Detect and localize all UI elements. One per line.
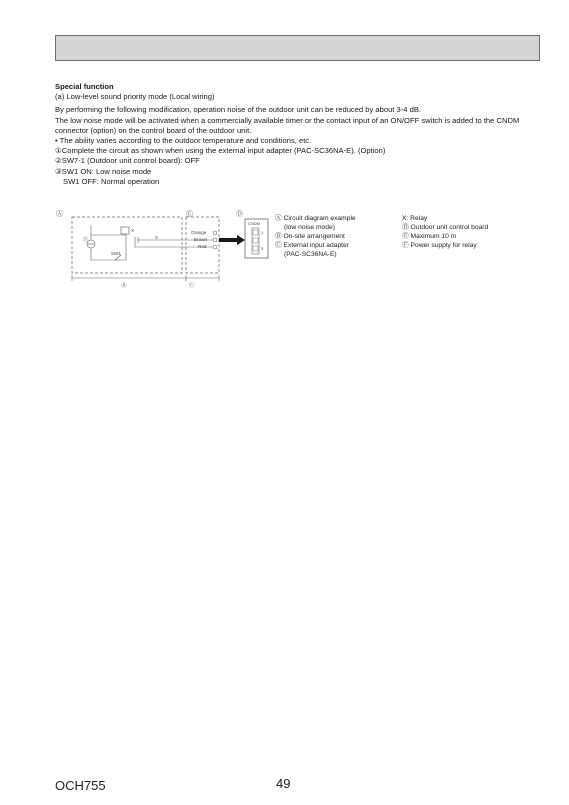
svg-text:CNDM: CNDM (248, 221, 260, 226)
legend-c-sub: (PAC-SC36NA-E) (284, 251, 337, 258)
label-b (121, 281, 127, 289)
label-c-top (186, 209, 193, 218)
terminal-red (213, 245, 217, 249)
step-3-off: SW1 OFF: Normal operation (63, 176, 160, 186)
label-x-top (131, 228, 134, 233)
legend-a: Ⓐ Circuit diagram example (275, 215, 356, 222)
svg-text:X: X (131, 228, 135, 233)
legend-c: Ⓒ External input adapter (275, 242, 349, 249)
legend-b: Ⓑ On-site arrangement (275, 233, 345, 240)
wire-red (198, 244, 207, 249)
svg-text:Ⓑ: Ⓑ (121, 283, 127, 289)
header-bar (55, 35, 540, 61)
svg-text:1: 1 (261, 230, 264, 235)
legend-x: X: Relay (402, 215, 428, 222)
legend-left (275, 214, 395, 259)
legend-a-sub: (low noise mode) (284, 224, 335, 231)
label-f (83, 236, 88, 243)
document-code: OCH755 (55, 778, 106, 793)
pin-1-label (261, 230, 264, 235)
paragraph-low-noise-mode: The low noise mode will be activated when a commercially available timer or the contact input of an ON/OFF switch is added to the CNDM connector (option) on the control board of the outdoor unit. (55, 115, 520, 135)
wire-orange (191, 230, 207, 235)
cndm-pin-3 (253, 246, 258, 251)
label-x-contact (155, 235, 158, 240)
svg-text:Ⓓ: Ⓓ (236, 211, 243, 218)
pin-3-label (261, 246, 264, 251)
section-subtitle: (a) Low-level sound priority mode (Local wiring) (55, 92, 215, 102)
bullet-ability-note: • The ability varies according to the outdoor temperature and conditions, etc. (55, 136, 312, 146)
relay-coil (121, 227, 129, 234)
label-sw1 (111, 251, 121, 256)
paragraph-noise-reduction: By performing the following modification, operation noise of the outdoor unit can be reduced by about 3-4 dB. (55, 105, 421, 115)
svg-text:Ⓕ: Ⓕ (83, 237, 89, 243)
page-number: 49 (276, 776, 291, 791)
connector-label (248, 221, 260, 226)
section-title: Special function (55, 82, 114, 91)
legend-right (402, 214, 542, 250)
legend-d: Ⓓ Outdoor unit control board (402, 224, 489, 231)
connection-arrow (219, 235, 245, 245)
svg-text:SW1: SW1 (111, 251, 121, 256)
legend-f: Ⓕ Power supply for relay (402, 242, 477, 249)
step-1: ①Complete the circuit as shown when using the external input adapter (PAC-SC36NA-E). (Option) (55, 146, 386, 156)
legend-e: Ⓔ Maximum 10 m (402, 233, 457, 240)
cndm-pin-2 (253, 238, 258, 243)
label-d (236, 209, 243, 218)
svg-text:3: 3 (261, 246, 264, 251)
cndm-pin-1 (253, 230, 258, 235)
wire-brown (194, 237, 207, 242)
svg-text:Ⓒ: Ⓒ (189, 283, 195, 289)
special-function-section (55, 82, 545, 187)
terminal-orange (213, 231, 217, 235)
svg-text:Ⓒ: Ⓒ (186, 211, 193, 218)
svg-text:Red: Red (198, 244, 207, 249)
svg-text:Orange: Orange (191, 230, 207, 235)
label-c-bottom (189, 281, 195, 289)
svg-text:X: X (155, 235, 159, 240)
svg-text:Brown: Brown (194, 237, 208, 242)
svg-text:Ⓐ: Ⓐ (56, 211, 63, 218)
step-3-on: ③SW1 ON: Low noise mode (55, 166, 152, 176)
label-a (56, 209, 63, 218)
step-2: ②SW7-1 (Outdoor unit control board): OFF (55, 156, 200, 166)
terminal-brown (213, 238, 217, 242)
